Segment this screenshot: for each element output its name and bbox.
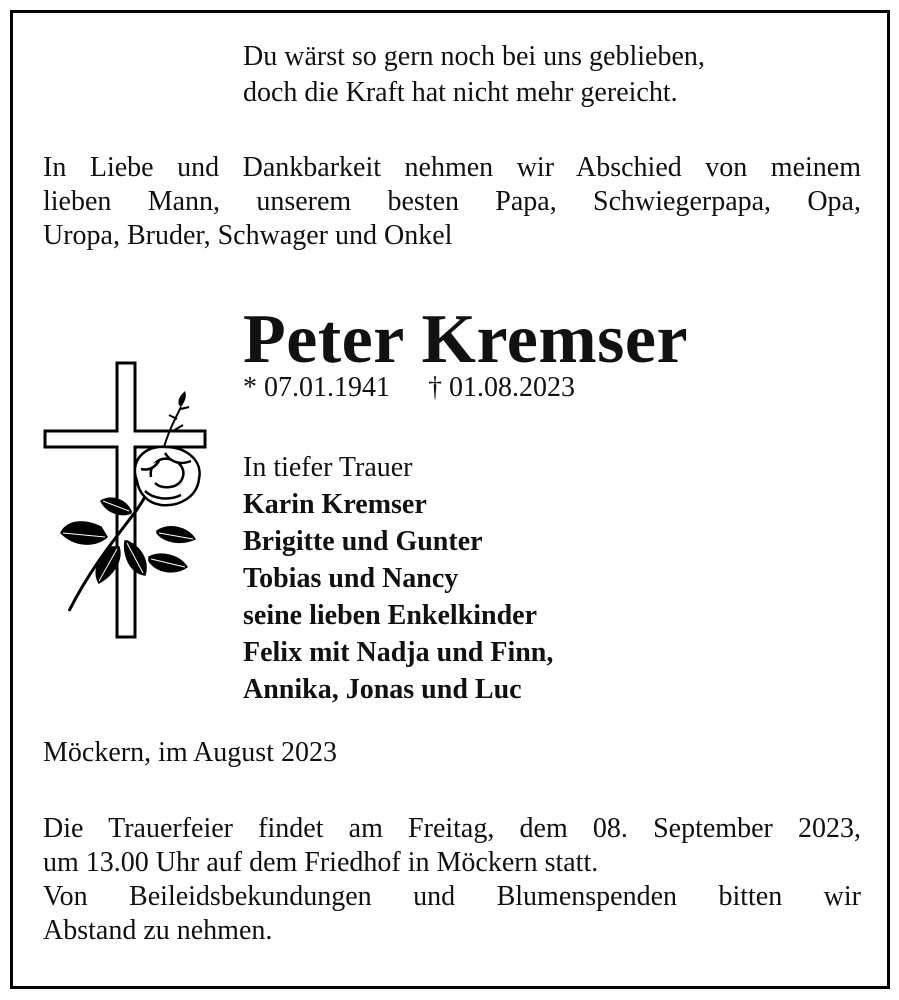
deceased-name: Peter Kremser [243,301,689,378]
obituary-frame [10,10,890,989]
mourner-name: seine lieben Enkelkinder [243,600,538,631]
intro-line: lieben Mann, unserem besten Papa, Schwiegerpapa, Opa, [43,186,861,217]
mourner-name: Annika, Jonas und Luc [243,674,522,705]
life-dates [243,370,575,406]
verse [243,39,705,111]
verse-line: Du wärst so gern noch bei uns geblieben, [243,41,705,72]
funeral-line: Abstand zu nehmen. [43,915,273,946]
verse-line: doch die Kraft hat nicht mehr gereicht. [243,77,678,108]
funeral-line: Von Beileidsbekundungen und Blumenspenden bitten wir [43,881,861,912]
intro-line: In Liebe und Dankbarkeit nehmen wir Abschied von meinem [43,152,861,183]
death-date: † 01.08.2023 [428,372,575,403]
cross-with-rose-icon [41,361,221,646]
funeral-info [43,812,861,948]
mourner-name: Karin Kremser [243,489,427,520]
intro-line: Uropa, Bruder, Schwager und Onkel [43,220,453,251]
mourner-name: Felix mit Nadja und Finn, [243,637,554,668]
funeral-line: Die Trauerfeier findet am Freitag, dem 08. September 2023, [43,813,861,844]
birth-date: * 07.01.1941 [243,372,390,403]
mourners-heading: In tiefer Trauer [243,452,413,483]
mourners [243,449,553,708]
place-date: Möckern, im August 2023 [43,737,337,768]
mourner-name: Tobias und Nancy [243,563,459,594]
mourner-name: Brigitte und Gunter [243,526,483,557]
intro-text [43,151,861,253]
funeral-line: um 13.00 Uhr auf dem Friedhof in Möckern statt. [43,847,599,878]
